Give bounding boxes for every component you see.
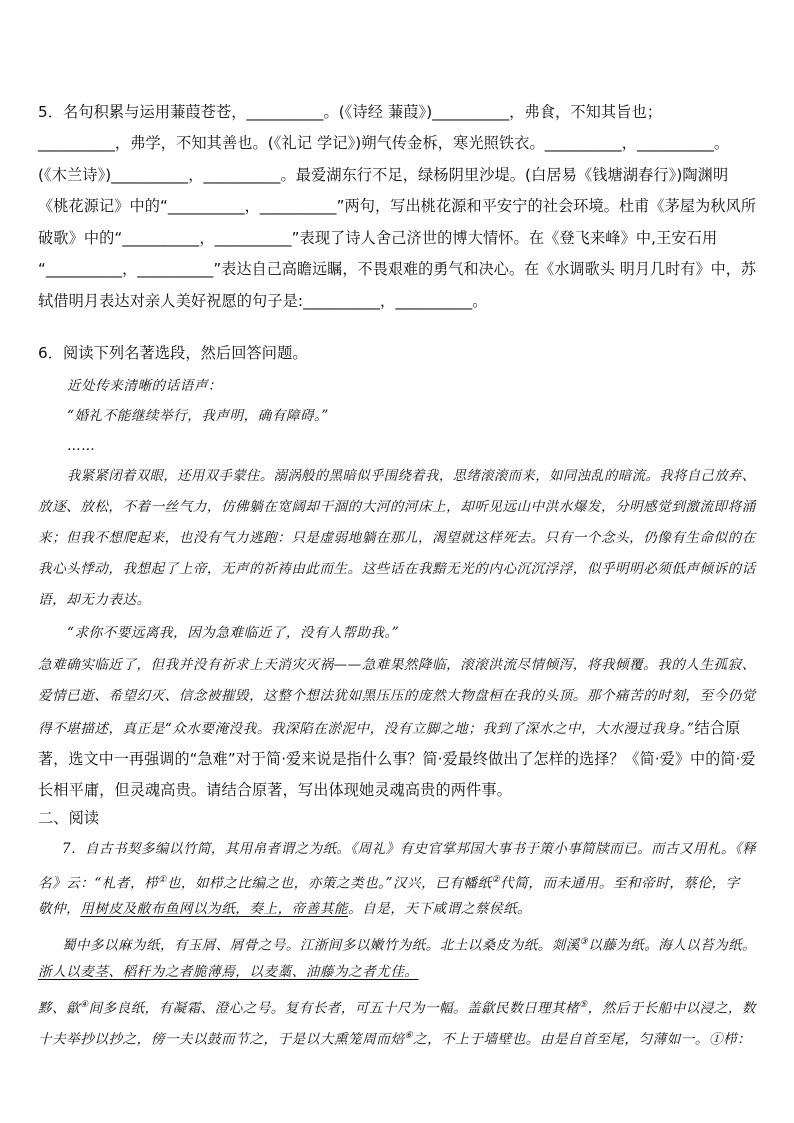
q6-excerpt-text: 得不堪描述，真正是“众水要淹没我。我深陷在淤泥中，没有立脚之地；我到了深水之中，大水漫过我身。” xyxy=(38,721,695,737)
q5-line-4: 《桃花源记》中的“__________，__________”两句，写出桃花源和平安宁的社会环境。杜甫《茅屋为秋风所 xyxy=(38,197,757,215)
q6-question-line: 著，选文中一再强调的“急难”对于简·爱来说是指什么事？简·爱最终做出了怎样的选择？《简·爱》中的简·爱 xyxy=(38,750,756,768)
q6-excerpt-line: 放逐、放松，不着一丝气力，仿佛躺在宽阔却干涸的大河的河床上，却听见远山中洪水爆发，分明感觉到激流即将涌 xyxy=(38,499,756,515)
footnote-mark: ② xyxy=(491,875,501,885)
underlined-sentence: 浙人以麦茎、稻秆为之者脆薄焉，以麦藁、油藤为之者尤佳。 xyxy=(38,964,419,980)
footnote-mark: ⑤ xyxy=(579,1000,588,1010)
q6-stem: 6．阅读下列名著选段，然后回答问题。 xyxy=(38,344,308,362)
q7-text: 十夫举抄以抄之，傍一夫以鼓而节之，于是以大熏笼周而焙 xyxy=(38,1031,405,1048)
q6-excerpt-line: 近处传来清晰的话语声： xyxy=(67,378,223,394)
q7-text: 。自是，天下咸谓之蔡侯纸。 xyxy=(348,901,532,917)
footnote-mark: ⑥ xyxy=(404,1031,414,1041)
q7-line xyxy=(62,932,756,956)
q5-line-2: __________，弗学，不知其善也。(《礼记 学记》)朔气传金柝，寒光照铁衣。__________，__________。 xyxy=(38,134,730,152)
q6-excerpt-line: “婚礼不能继续举行，我声明，确有障碍。” xyxy=(67,408,329,424)
q6-excerpt-line: 我紧紧闭着双眼，还用双手蒙住。溺涡般的黑暗似乎围绕着我，思绪滚滚而来，如同浊乱的暗流。我将自己放弃、 xyxy=(67,468,756,484)
footnote-mark: ① xyxy=(158,875,167,885)
q5-line-3: (《木兰诗》)__________，__________。最爱湖东行不足，绿杨阴里沙堤。(白居易《钱塘湖春行》)陶渊明 xyxy=(38,166,729,184)
q7-text: 蜀中多以麻为纸，有玉屑、屑骨之号。江浙间多以嫩竹为纸。北土以桑皮为纸。剡溪 xyxy=(62,937,580,954)
q7-text: 黟、歙 xyxy=(38,1000,81,1017)
q7-line xyxy=(38,1026,751,1050)
q5-line-7: 轼借明月表达对亲人美好祝愿的句子是:__________，__________。 xyxy=(38,292,488,310)
q6-excerpt-line: …… xyxy=(67,438,96,454)
q5-line-1: 5．名句积累与运用蒹葭苍苍，__________。(《诗经 蒹葭》)__________，弗食，不知其旨也； xyxy=(38,103,663,121)
q6-question-line: 长相平庸，但灵魂高贵。请结合原著，写出体现她灵魂高贵的两件事。 xyxy=(38,781,512,799)
q7-text: 以藤为纸。海人以苔为纸。 xyxy=(588,937,757,954)
q6-excerpt-last-line xyxy=(38,718,740,739)
q5-line-5: 破歌》中的“__________，__________”表现了诗人舍己济世的博大情怀。在《登飞来峰》中,王安石用 xyxy=(38,229,718,247)
footnote-mark: ④ xyxy=(80,1000,89,1010)
q6-excerpt-line: “求你不要远离我，因为急难临近了，没有人帮助我。” xyxy=(67,625,400,641)
footnote-mark: ③ xyxy=(579,937,589,947)
q6-question-tail: 结合原 xyxy=(694,719,741,737)
q7-text: ，然后于长船中以浸之，数 xyxy=(587,1000,756,1017)
q7-text: 敬仲， xyxy=(38,901,81,917)
section-title: 二、阅读 xyxy=(38,809,100,827)
q7-text: 代简，而未通用。至和帝时，蔡伦，字 xyxy=(500,875,740,892)
q7-line xyxy=(38,995,756,1019)
q7-text: 之，不上于墙壁也。由是自首至尾，匀薄如一。①栉： xyxy=(413,1031,752,1048)
q6-excerpt-line: 我心头悸动，我想起了上帝，无声的祈祷由此而生。这些话在我黯无光的内心沉沉浮浮，似乎明明必须低声倾诉的话 xyxy=(38,561,756,577)
q6-excerpt-line: 来；但我不想爬起来，也没有气力逃跑：只是虚弱地躺在那儿，渴望就这样死去。只有一个念头，仍像有生命似的在 xyxy=(38,530,756,546)
underlined-sentence: 用树皮及敝布鱼网以为纸，奏上，帝善其能 xyxy=(80,901,349,917)
q5-line-6: “__________，__________”表达自己高瞻远瞩，不畏艰难的勇气和决心。在《水调歌头 明月几时有》中，苏 xyxy=(38,260,757,278)
q7-line xyxy=(38,962,419,982)
q7-text: 也，如栉之比编之也，亦策之类也。”汉兴，已有幡纸 xyxy=(166,875,492,892)
q7-line xyxy=(38,899,531,919)
q7-line xyxy=(38,870,740,894)
q6-excerpt-line: 语，却无力表达。 xyxy=(38,592,151,608)
q7-text: 名》云：“札者，栉 xyxy=(38,875,159,892)
q7-text: 间多良纸，有凝霜、澄心之号。复有长者，可五十尺为一幅。盖歙民数日理其楮 xyxy=(88,1000,580,1017)
q7-line: 7．自古书契多编以竹简，其用帛者谓之为纸。《周礼》有史官掌邦国大事书于策小事简牍而已。而古又用札。《释 xyxy=(62,841,757,857)
q6-excerpt-line: 爱情已逝、希望幻灭、信念被摧毁，这整个想法犹如黑压压的庞然大物盘桓在我的头顶。那个痛苦的时刻，至今仍觉 xyxy=(38,688,756,704)
q6-excerpt-line: 急难确实临近了，但我并没有祈求上天消灾灭祸——急难果然降临，滚滚洪流尽情倾泻，将我倾覆。我的人生孤寂、 xyxy=(38,657,756,673)
